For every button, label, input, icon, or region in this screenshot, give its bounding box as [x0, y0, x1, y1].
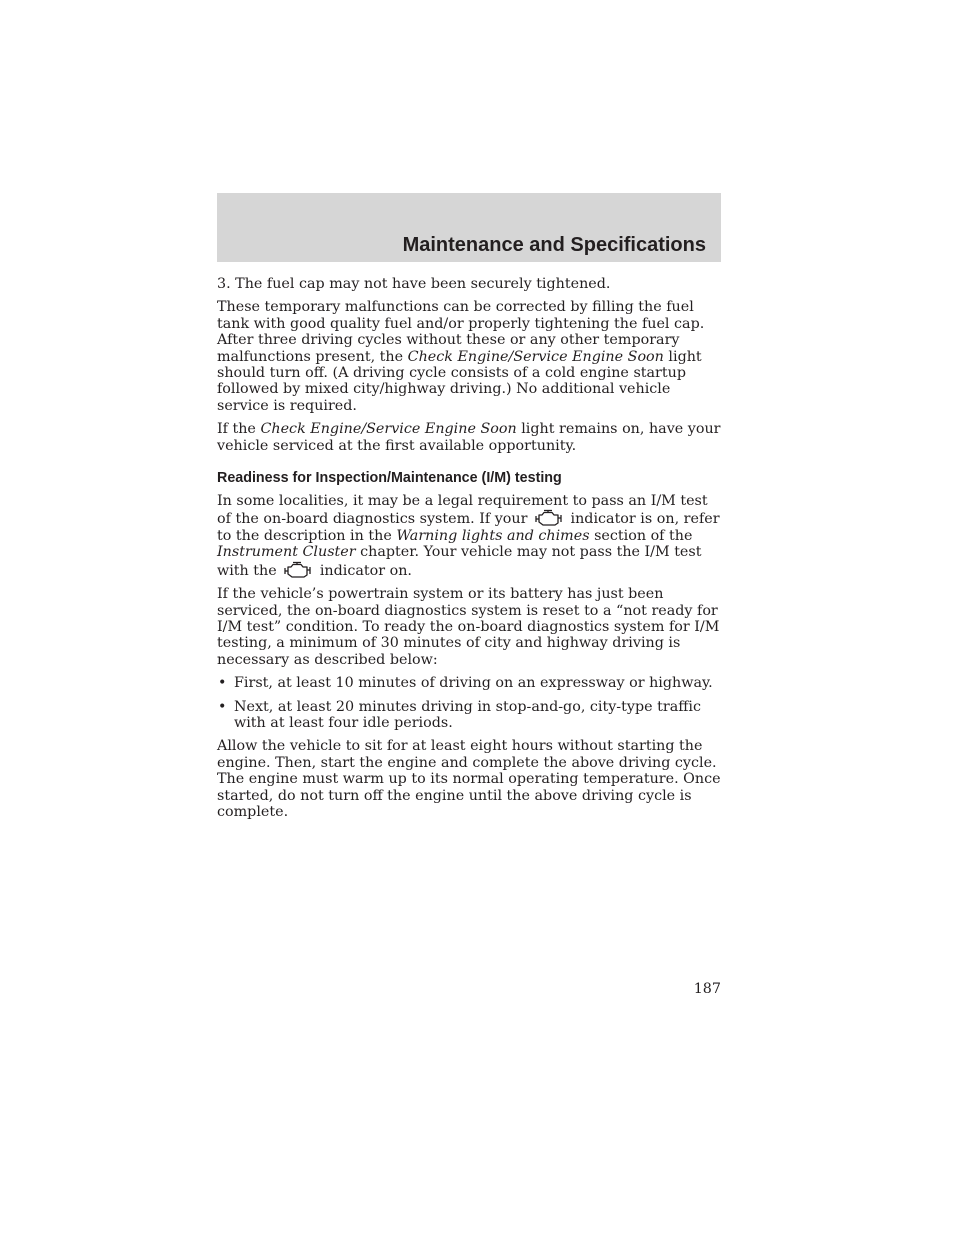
- driving-cycle-list: [217, 675, 723, 731]
- paragraph-reset-condition: If the vehicle’s powertrain system or its battery has just been serviced, the on-board diagnostics system is reset to a “not ready for I/M test” condition. To ready the on-board diagnostics system for I/M testing, a minimum of 30 minutes of city and highway driving is necessary as described below:: [217, 586, 720, 668]
- section-header-band: [217, 193, 721, 262]
- section-title: Maintenance and Specifications: [402, 234, 706, 256]
- paragraph-temporary-malfunctions: These temporary malfunctions can be corrected by filling the fuel tank with good quality fuel and/or properly tightening the fuel cap. After three driving cycles without these or any other temporary malfunctions present, the Check Engine/Service Engine Soon light should turn off. (A driving cycle consists of a cold engine startup followed by mixed city/highway driving.) No additional vehicle service is required.: [217, 299, 705, 414]
- check-engine-term: Check Engine/Service Engine Soon: [260, 421, 517, 438]
- list-item: • First, at least 10 minutes of driving on an expressway or highway.: [218, 675, 713, 692]
- paragraph-fuel-cap: 3. The fuel cap may not have been securely tightened.: [217, 276, 611, 292]
- page-content: [217, 276, 723, 827]
- page-number: 187: [693, 981, 721, 997]
- paragraph-light-remains-on: If the Check Engine/Service Engine Soon light remains on, have your vehicle serviced at the first available opportunity.: [217, 421, 721, 454]
- instrument-cluster-term: Instrument Cluster: [217, 544, 356, 561]
- check-engine-term: Check Engine/Service Engine Soon: [407, 348, 664, 365]
- bullet-dot: •: [218, 698, 227, 715]
- paragraph-allow-vehicle-sit: Allow the vehicle to sit for at least eight hours without starting the engine. Then, start the engine and complete the above driving cycle. The engine must warm up to its normal operating temperature. Once started, do not turn off the engine until the above driving cycle is complete.: [217, 738, 721, 820]
- warning-lights-term: Warning lights and chimes: [396, 527, 590, 544]
- subheading-readiness: Readiness for Inspection/Maintenance (I/M) testing: [217, 470, 562, 487]
- paragraph-im-test: In some localities, it may be a legal requirement to pass an I/M test of the on-board diagnostics system. If your indicator is on, refer to the description in the Warning lights and chimes section of the Instrument Cluster chapter. Your vehicle may not pass the I/M test with the indicator on.: [217, 493, 720, 579]
- list-item: • Next, at least 20 minutes driving in stop-and-go, city-type traffic with at least four idle periods.: [218, 698, 701, 731]
- check-engine-icon: [533, 509, 565, 527]
- bullet-dot: •: [218, 675, 227, 692]
- check-engine-icon: [282, 561, 314, 579]
